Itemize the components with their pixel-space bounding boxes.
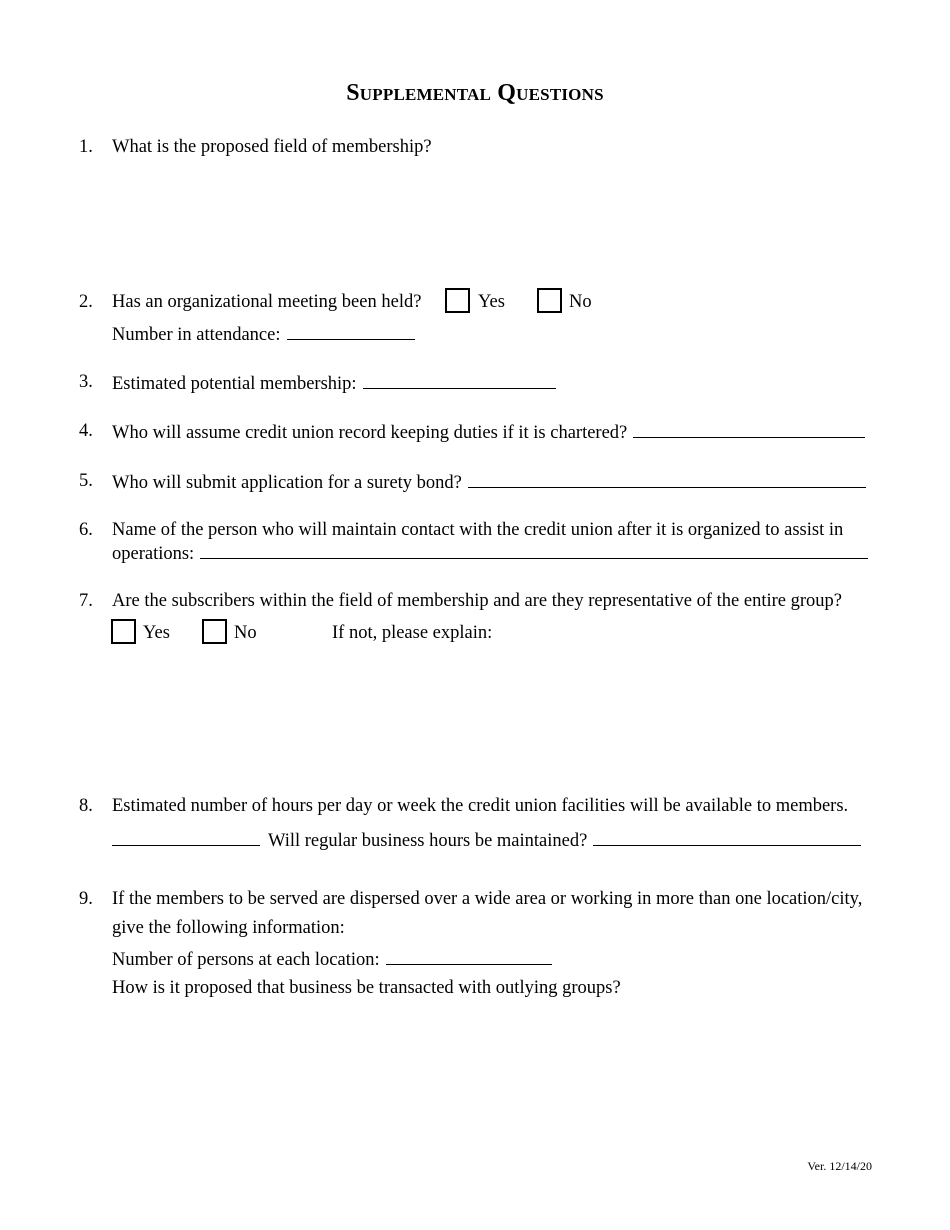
q2-attendance-field[interactable] xyxy=(287,323,415,340)
q6-text2: operations: xyxy=(112,544,195,564)
q3-field[interactable] xyxy=(363,372,556,389)
q7-no-checkbox[interactable] xyxy=(202,619,227,644)
q4-row xyxy=(112,421,865,444)
q2-yes-label: Yes xyxy=(478,292,505,312)
q4-text: Who will assume credit union record keeping duties if it is chartered? xyxy=(112,423,628,443)
q6-row2 xyxy=(112,542,868,565)
q7-no-label: No xyxy=(234,623,257,643)
q2-no-checkbox[interactable] xyxy=(537,288,562,313)
q2-attendance-label: Number in attendance: xyxy=(112,325,281,345)
q5-field[interactable] xyxy=(468,471,866,488)
q2-text: Has an organizational meeting been held? xyxy=(112,292,422,312)
q9-persons-label: Number of persons at each location: xyxy=(112,950,380,970)
q2-number: 2. xyxy=(79,292,93,312)
q9-text: If the members to be served are dispersed over a wide area or working in more than one location/city, xyxy=(112,889,863,909)
q6-text: Name of the person who will maintain contact with the credit union after it is organized to assist in xyxy=(112,520,844,540)
q2-yes-checkbox[interactable] xyxy=(445,288,470,313)
q7-yes-label: Yes xyxy=(143,623,170,643)
q5-number: 5. xyxy=(79,471,93,491)
q3-row xyxy=(112,372,556,395)
q8-row2 xyxy=(112,829,861,852)
page-title: Supplemental Questions xyxy=(346,80,604,106)
q6-number: 6. xyxy=(79,520,93,540)
version-label: Ver. 12/14/20 xyxy=(807,1159,872,1173)
q2-no-label: No xyxy=(569,292,592,312)
q7-text: Are the subscribers within the field of membership and are they representative of the entire group? xyxy=(112,591,842,611)
q3-text: Estimated potential membership: xyxy=(112,374,357,394)
q4-number: 4. xyxy=(79,421,93,441)
q8-regular-hours-field[interactable] xyxy=(593,829,861,846)
q7-explain-label: If not, please explain: xyxy=(332,623,493,643)
q7-yes-checkbox[interactable] xyxy=(111,619,136,644)
q4-field[interactable] xyxy=(633,421,865,438)
q9-persons-row xyxy=(112,948,552,971)
q7-number: 7. xyxy=(79,591,93,611)
q8-hours-field[interactable] xyxy=(112,829,260,846)
q3-number: 3. xyxy=(79,372,93,392)
q1-text: What is the proposed field of membership? xyxy=(112,137,432,157)
q8-number: 8. xyxy=(79,796,93,816)
q5-text: Who will submit application for a surety bond? xyxy=(112,473,462,493)
q2-attendance-row xyxy=(112,323,415,346)
q1-number: 1. xyxy=(79,137,93,157)
q9-outlying-question: How is it proposed that business be transacted with outlying groups? xyxy=(112,978,621,998)
q9-text2: give the following information: xyxy=(112,918,345,938)
q8-text: Estimated number of hours per day or week the credit union facilities will be available to members. xyxy=(112,796,849,816)
q6-field[interactable] xyxy=(200,542,868,559)
q9-persons-field[interactable] xyxy=(386,948,552,965)
q9-number: 9. xyxy=(79,889,93,909)
q8-hours-question: Will regular business hours be maintained? xyxy=(268,831,588,851)
q5-row xyxy=(112,471,866,494)
